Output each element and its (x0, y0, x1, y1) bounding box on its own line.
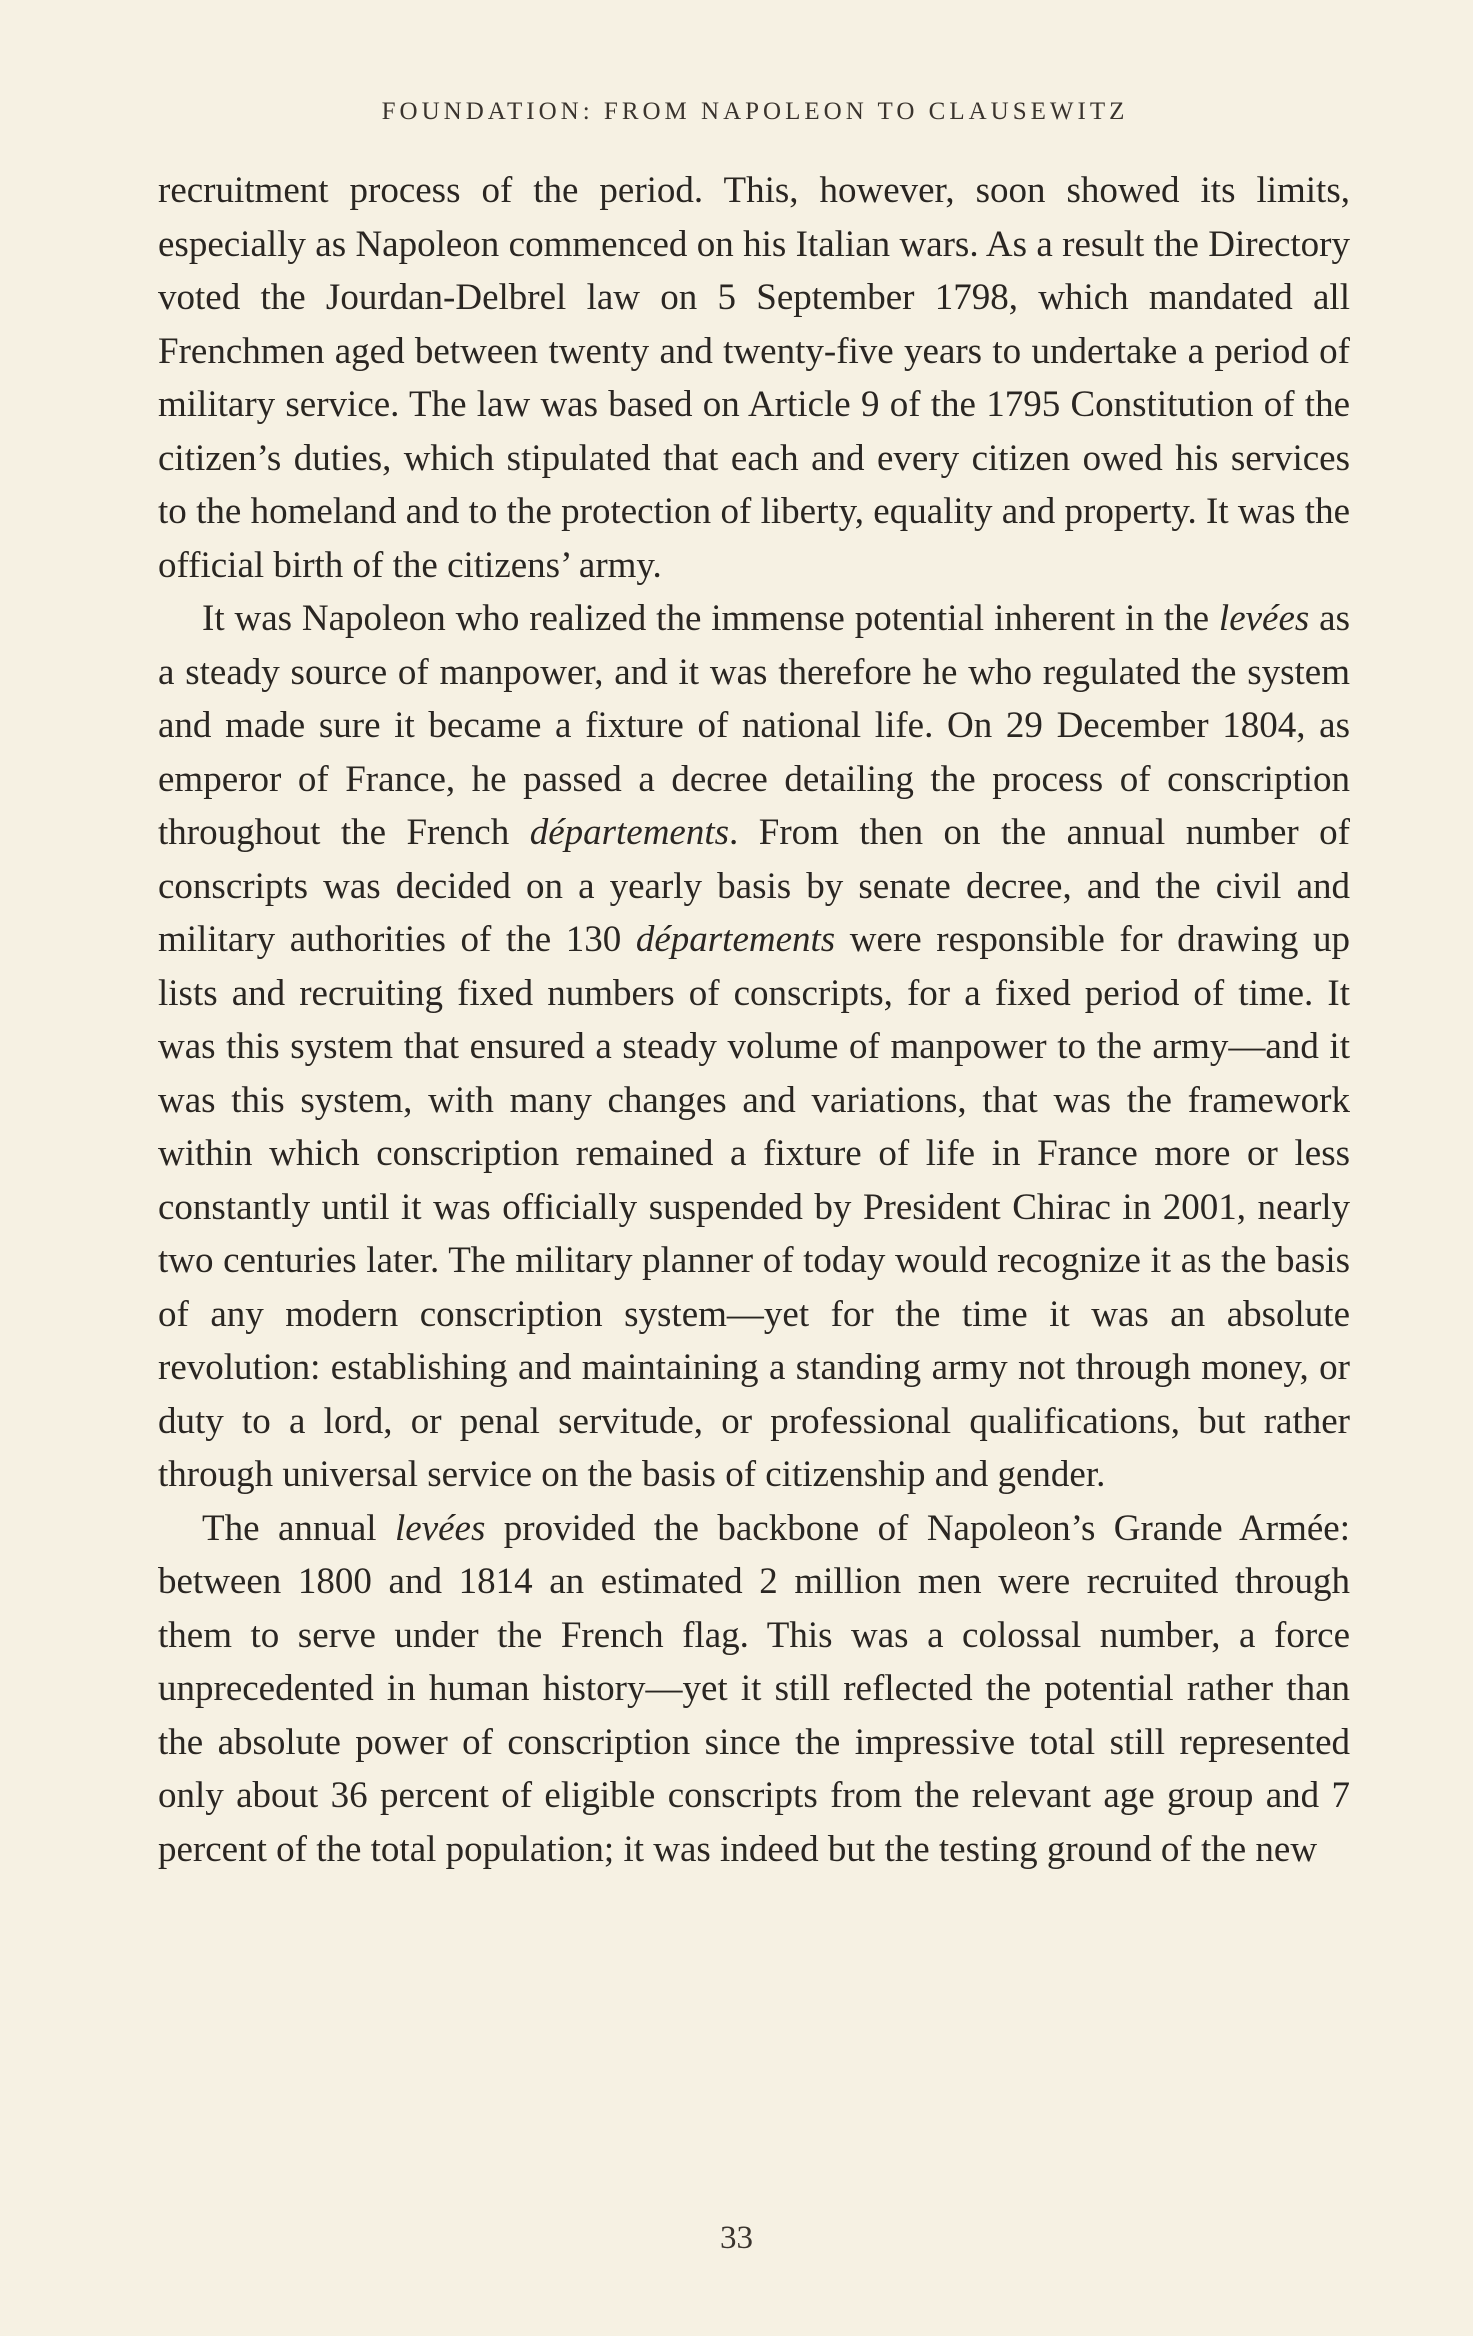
italic-term-departements: départements (529, 812, 730, 853)
paragraph-2-text: were responsible for drawing up lists and recruiting fixed numbers of conscripts, for a fixed period of time. It was this system that ensured a steady volume of manpower to the army—and it was this system, with many changes and variations, that was the framework within which conscription remained a fixture of life in France more or less constantly until it was officially suspended by President Chirac in 2001, nearly two centuries later. The military planner of today would recognize it as the basis of any modern conscription system—yet for the time it was an absolute revolution: establishing and maintaining a standing army not through money, or duty to a lord, or penal servitude, or professional qualifications, but rather through universal service on the basis of citizenship and gender. (158, 919, 1350, 1495)
italic-term-levees: levées (1218, 598, 1310, 639)
page-number: 33 (720, 2220, 753, 2256)
paragraph-2-text: It was Napoleon who realized the immense potential inherent in the (202, 598, 1219, 639)
paragraph-3-text: provided the backbone of Napoleon’s Grande Armée: between 1800 and 1814 an estimated 2 million men were recruited through them to serve under the French flag. This was a colossal number, a force unprecedented in human history—yet it still reflected the potential rather than the absolute power of conscription since the impressive total still represented only about 36 percent of eligible conscripts from the relevant age group and 7 percent of the total population; it was indeed but the testing ground of the new (158, 1507, 1350, 1870)
paragraph-2-text: as a steady source of manpower, and it was therefore he who regulated the system and made sure it became a fixture of national life. On 29 December 1804, as emperor of France, he passed a decree detailing the process of conscription throughout the French (158, 598, 1350, 853)
italic-term-departements: départements (635, 919, 836, 960)
paragraph-3-text: The annual (202, 1507, 395, 1549)
paragraph-3 (158, 1502, 1350, 1877)
paragraph-2 (158, 592, 1350, 1502)
paragraph-2-text: . From then on the annual number of conscripts was decided on a yearly basis by senate decree, and the civil and military authorities of the 130 (158, 812, 1350, 960)
paragraph-1 (158, 164, 1350, 592)
italic-term-levees: levées (395, 1507, 486, 1549)
paragraph-1-text: recruitment process of the period. This, however, soon showed its limits, especially as Napoleon commenced on his Italian wars. As a result the Directory voted the Jourdan-Delbrel law on 5 September 1798, which mandated all Frenchmen aged between twenty and twenty-five years to undertake a period of military service. The law was based on Article 9 of the 1795 Constitution of the citizen’s duties, which stipulated that each and every citizen owed his services to the homeland and to the protection of liberty, equality and property. It was the official birth of the citizens’ army. (158, 170, 1350, 586)
body-text (158, 164, 1350, 1876)
running-head: FOUNDATION: FROM NAPOLEON TO CLAUSEWITZ (381, 98, 1129, 125)
